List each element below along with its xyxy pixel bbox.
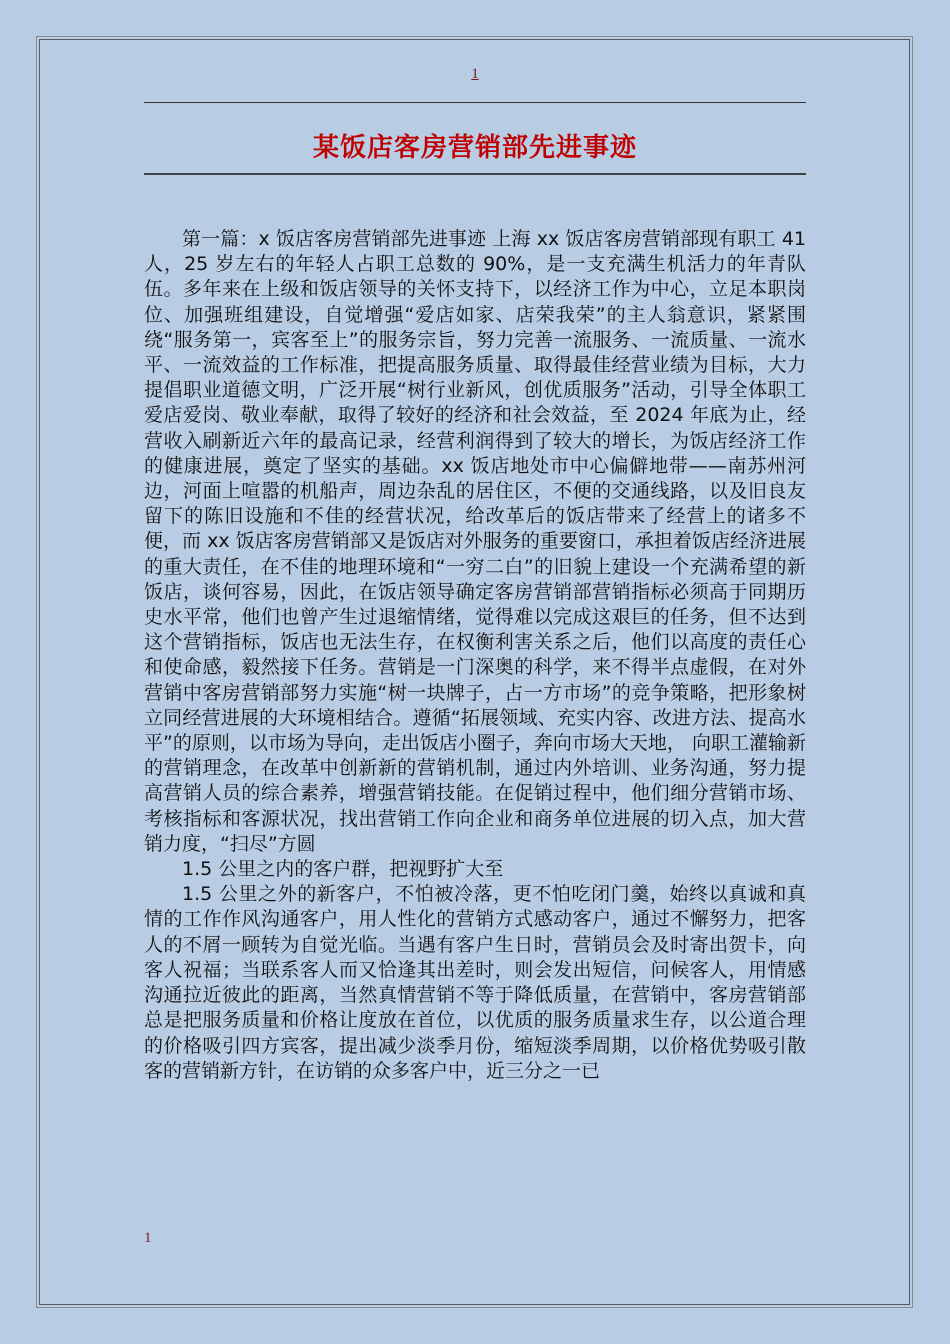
- body-paragraph: 1.5 公里之外的新客户，不怕被冷落，更不怕吃闭门羹，始终以真诚和真情的工作作风沟通客户，用人性化的营销方式感动客户，通过不懈努力，把客人的不屑一顾转为自觉光临。当遇有客户生日时，营销员会及时寄出贺卡，向客人祝福；当联系客人而又恰逢其出差时，则会发出短信，问候客人，用情感沟通拉近彼此的距离，当然真情营销不等于降低质量，在营销中，客房营销部总是把服务质量和价格让度放在首位，以优质的服务质量求生存，以公道合理的价格吸引四方宾客，提出减少淡季月份，缩短淡季周期，以价格优势吸引散客的营销新方针，在访销的众多客户中，近三分之一已: [144, 883, 806, 1082]
- title-divider: [144, 173, 806, 175]
- body-paragraph: 第一篇：x 饭店客房营销部先进事迹 上海 xx 饭店客房营销部现有职工 41 人，25 岁左右的年轻人占职工总数的 90%，是一支充满生机活力的年青队伍。多年来在上级和饭店领导的关怀支持下，以经济工作为中心，立足本职岗位、加强班组建设，自觉增强“爱店如家、店荣我荣”的主人翁意识，紧紧围绕“服务第一，宾客至上”的服务宗旨，努力完善一流服务、一流质量、一流水平、一流效益的工作标准，把提高服务质量、取得最佳经营业绩为目标，大力提倡职业道德文明，广泛开展“树行业新风，创优质服务”活动，引导全体职工爱店爱岗、敬业奉献，取得了较好的经济和社会效益，至 2024 年底为止，经营收入刷新近六年的最高记录，经营利润得到了较大的增长，为饭店经济工作的健康进展，奠定了坚实的基础。xx 饭店地处市中心偏僻地带——南苏州河边，河面上喧嚣的机船声，周边杂乱的居住区，不便的交通线路，以及旧良友留下的陈旧设施和不佳的经营状况，给改革后的饭店带来了经营上的诸多不便，而 xx 饭店客房营销部又是饭店对外服务的重要窗口，承担着饭店经济进展的重大责任，在不佳的地理环境和“一穷二白”的旧貌上建设一个充满希望的新饭店，谈何容易，因此，在饭店领导确定客房营销部营销指标必须高于同期历史水平常，他们也曾产生过退缩情绪，觉得难以完成这艰巨的任务，但不达到这个营销指标，饭店也无法生存，在权衡利害关系之后，他们以高度的责任心和使命感，毅然接下任务。营销是一门深奥的科学，来不得半点虚假，在对外营销中客房营销部努力实施“树一块牌子，占一方市场”的竞争策略，把形象树立同经营进展的大环境相结合。遵循“拓展领域、充实内容、改进方法、提高水平”的原则，以市场为导向，走出饭店小圈子，奔向市场大天地， 向职工灌输新的营销理念，在改革中创新新的营销机制，通过内外培训、业务沟通，努力提高营销人员的综合素养，增强营销技能。在促销过程中，他们细分营销市场、考核指标和客源状况，找出营销工作向企业和商务单位进展的切入点，加大营销力度，“扫尽”方圆: [144, 228, 806, 855]
- document-body: [144, 227, 806, 1084]
- header-divider: [144, 102, 806, 103]
- document-title: 某饭店客房营销部先进事迹: [312, 133, 637, 163]
- footer-page-number: 1: [144, 1230, 152, 1246]
- body-paragraph: 1.5 公里之内的客户群，把视野扩大至: [182, 858, 504, 881]
- header-page-number: 1: [471, 66, 479, 82]
